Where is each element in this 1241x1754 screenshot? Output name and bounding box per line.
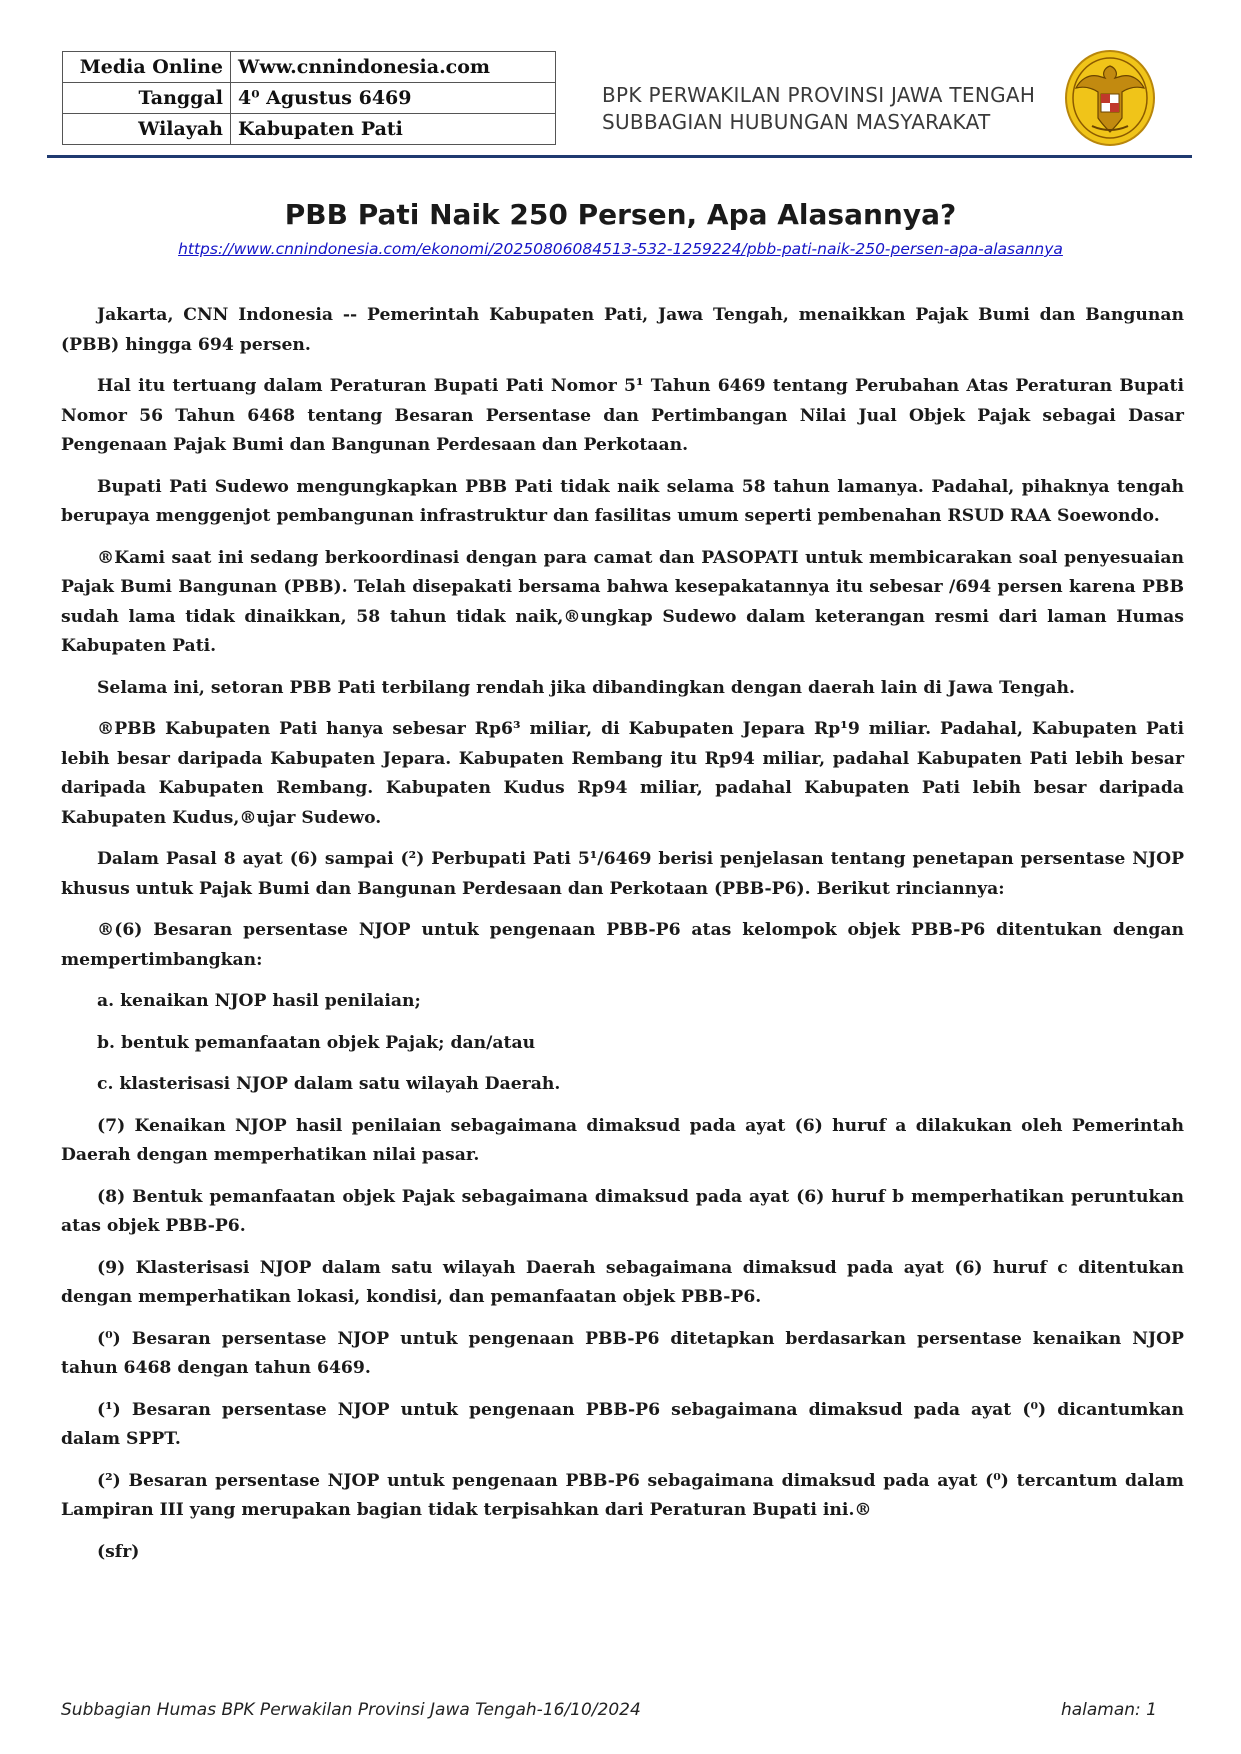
footer-source: Subbagian Humas BPK Perwakilan Provinsi Jawa Tengah-16/10/2024 — [61, 1700, 641, 1720]
paragraph: Jakarta, CNN Indonesia -- Pemerintah Kabupaten Pati, Jawa Tengah, menaikkan Pajak Bumi dan Bangunan (PBB) hingga 694 persen. — [61, 305, 1184, 355]
list-item: c. klasterisasi NJOP dalam satu wilayah Daerah. — [97, 1074, 561, 1094]
paragraph: (8) Bentuk pemanfaatan objek Pajak sebagaimana dimaksud pada ayat (6) huruf b memperhatikan peruntukan atas objek PBB-P6. — [61, 1186, 1184, 1236]
article-title: PBB Pati Naik 250 Persen, Apa Alasannya? — [284, 198, 957, 231]
media-info-table — [62, 51, 556, 145]
paragraph: Bupati Pati Sudewo mengungkapkan PBB Pati tidak naik selama 58 tahun lamanya. Padahal, pihaknya tengah berupaya menggenjot pembangunan infrastruktur dan fasilitas umum seperti pembenahan RSUD RAA Soewondo. — [61, 476, 1184, 526]
organization-header — [602, 82, 1035, 136]
paragraph: (9) Klasterisasi NJOP dalam satu wilayah Daerah sebagaimana dimaksud pada ayat (6) huruf c ditentukan dengan memperhatikan lokasi, kondisi, dan pemanfaatan objek PBB-P6. — [61, 1257, 1184, 1307]
paragraph: Hal itu tertuang dalam Peraturan Bupati Pati Nomor 5¹ Tahun 6469 tentang Perubahan Atas Peraturan Bupati Nomor 56 Tahun 6468 tentang Besaran Persentase dan Pertimbangan Nilai Jual Objek Pajak sebagai Dasar Pengenaan Pajak Bumi dan Bangunan Perdesaan dan Perkotaan. — [61, 376, 1184, 455]
media-label: Media Online — [63, 52, 231, 83]
region-value: Kabupaten Pati — [231, 114, 556, 145]
org-line-2: SUBBAGIAN HUBUNGAN MASYARAKAT — [602, 110, 991, 134]
page-number: halaman: 1 — [1060, 1700, 1157, 1720]
date-label: Tanggal — [63, 83, 231, 114]
list-item: a. kenaikan NJOP hasil penilaian; — [97, 991, 421, 1011]
paragraph: (²) Besaran persentase NJOP untuk pengenaan PBB-P6 sebagaimana dimaksud pada ayat (⁰) tercantum dalam Lampiran III yang merupakan bagian tidak terpisahkan dari Peraturan Bupati ini.® — [61, 1470, 1184, 1520]
article-link[interactable]: https://www.cnnindonesia.com/ekonomi/20250806084513-532-1259224/pbb-pati-naik-250-persen-apa-alasannya — [178, 240, 1063, 258]
paragraph: ®Kami saat ini sedang berkoordinasi dengan para camat dan PASOPATI untuk membicarakan soal penyesuaian Pajak Bumi Bangunan (PBB). Telah disepakati bersama bahwa kesepakatannya itu sebesar /694 persen karena PBB sudah lama tidak dinaikkan, 58 tahun tidak naik,®ungkap Sudewo dalam keterangan resmi dari laman Humas Kabupaten Pati. — [61, 547, 1184, 656]
date-value: 4⁰ Agustus 6469 — [231, 83, 556, 114]
paragraph: (7) Kenaikan NJOP hasil penilaian sebagaimana dimaksud pada ayat (6) huruf a dilakukan oleh Pemerintah Daerah dengan memperhatikan nilai pasar. — [61, 1115, 1184, 1165]
media-value: Www.cnnindonesia.com — [231, 52, 556, 83]
region-row — [63, 114, 556, 145]
article-body — [61, 301, 1184, 1579]
region-label: Wilayah — [63, 114, 231, 145]
paragraph: ®(6) Besaran persentase NJOP untuk pengenaan PBB-P6 atas kelompok objek PBB-P6 ditentukan dengan mempertimbangkan: — [61, 920, 1184, 970]
date-row — [63, 83, 556, 114]
paragraph: (⁰) Besaran persentase NJOP untuk pengenaan PBB-P6 ditetapkan berdasarkan persentase kenaikan NJOP tahun 6468 dengan tahun 6469. — [61, 1328, 1184, 1378]
paragraph: (¹) Besaran persentase NJOP untuk pengenaan PBB-P6 sebagaimana dimaksud pada ayat (⁰) dicantumkan dalam SPPT. — [61, 1399, 1184, 1449]
signoff: (sfr) — [97, 1541, 140, 1562]
garuda-emblem-icon — [1062, 48, 1158, 148]
list-item: b. bentuk pemanfaatan objek Pajak; dan/atau — [97, 1032, 536, 1053]
org-line-1: BPK PERWAKILAN PROVINSI JAWA TENGAH — [602, 83, 1036, 107]
header-divider — [47, 155, 1192, 158]
paragraph: ®PBB Kabupaten Pati hanya sebesar Rp6³ miliar, di Kabupaten Jepara Rp¹9 miliar. Padahal, Kabupaten Pati lebih besar daripada Kabupaten Jepara. Kabupaten Rembang itu Rp94 miliar, padahal Kabupaten Pati lebih besar daripada Kabupaten Rembang. Kabupaten Kudus Rp94 miliar, padahal Kabupaten Pati lebih besar daripada Kabupaten Kudus,®ujar Sudewo. — [61, 719, 1184, 828]
paragraph: Dalam Pasal 8 ayat (6) sampai (²) Perbupati Pati 5¹/6469 berisi penjelasan tentang penetapan persentase NJOP khusus untuk Pajak Bumi dan Bangunan Perdesaan dan Perkotaan (PBB-P6). Berikut rinciannya: — [61, 849, 1184, 899]
media-row — [63, 52, 556, 83]
paragraph: Selama ini, setoran PBB Pati terbilang rendah jika dibandingkan dengan daerah lain di Jawa Tengah. — [97, 677, 1075, 698]
